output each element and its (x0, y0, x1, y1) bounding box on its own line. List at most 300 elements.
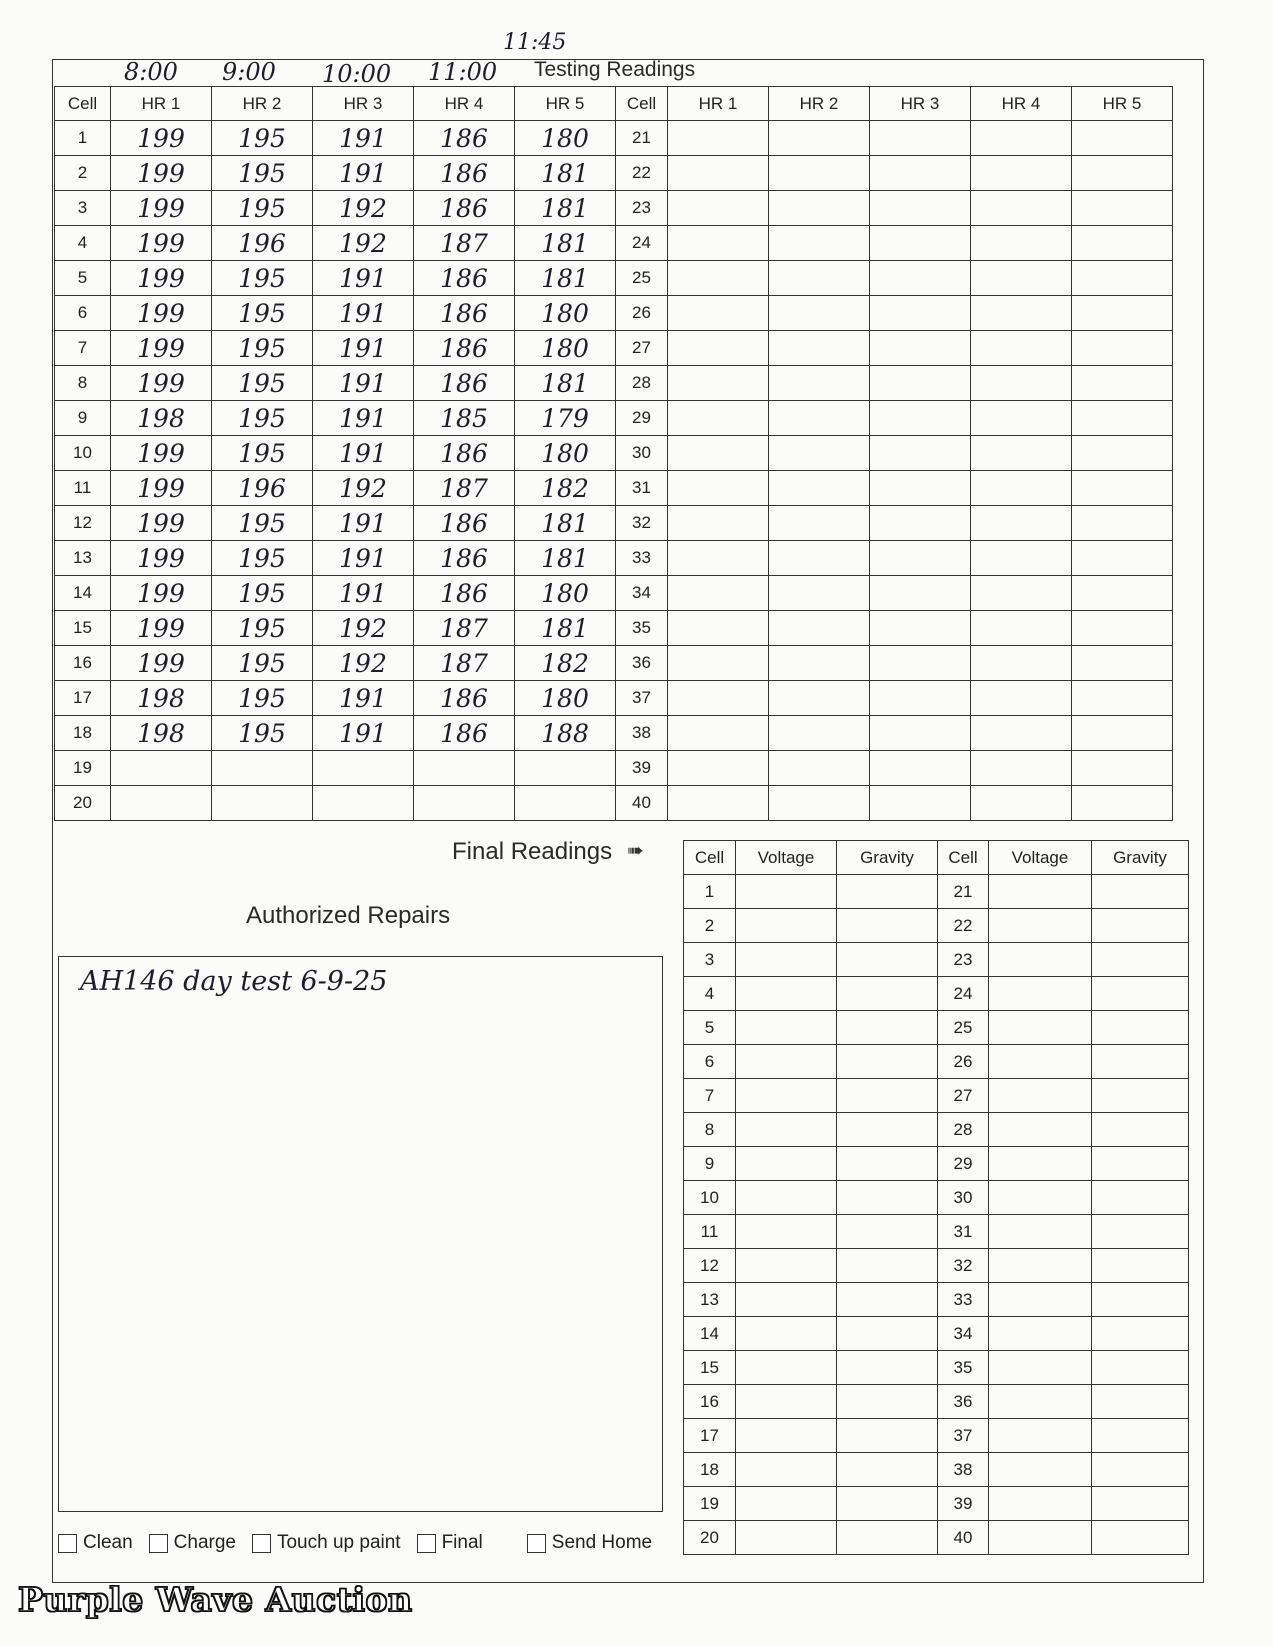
checkbox-clean[interactable] (58, 1532, 133, 1554)
reading-hr1-right[interactable] (668, 506, 769, 541)
reading-hr4[interactable]: 186 (414, 156, 515, 191)
reading-hr1[interactable]: 199 (111, 541, 212, 576)
final-voltage[interactable] (736, 1487, 837, 1521)
reading-hr3[interactable]: 192 (313, 226, 414, 261)
reading-hr1[interactable]: 199 (111, 436, 212, 471)
reading-hr2-right[interactable] (769, 471, 870, 506)
final-voltage-right[interactable] (989, 1521, 1092, 1555)
final-voltage[interactable] (736, 977, 837, 1011)
final-gravity[interactable] (837, 1385, 938, 1419)
final-voltage-right[interactable] (989, 1317, 1092, 1351)
reading-hr1-right[interactable] (668, 296, 769, 331)
reading-hr2-right[interactable] (769, 576, 870, 611)
reading-hr1-right[interactable] (668, 751, 769, 786)
final-voltage[interactable] (736, 909, 837, 943)
reading-hr3-right[interactable] (870, 191, 971, 226)
final-voltage-right[interactable] (989, 1079, 1092, 1113)
reading-hr3-right[interactable] (870, 331, 971, 366)
reading-hr2-right[interactable] (769, 506, 870, 541)
table-row (55, 366, 1173, 401)
reading-hr3-right[interactable] (870, 541, 971, 576)
reading-hr3[interactable] (313, 751, 414, 786)
final-gravity[interactable] (837, 1045, 938, 1079)
final-voltage-right[interactable] (989, 1011, 1092, 1045)
final-gravity[interactable] (837, 1283, 938, 1317)
reading-hr5-right[interactable] (1072, 681, 1173, 716)
final-gravity[interactable] (837, 909, 938, 943)
reading-hr3-right[interactable] (870, 681, 971, 716)
reading-hr5[interactable]: 188 (515, 716, 616, 751)
final-gravity-right[interactable] (1092, 1045, 1189, 1079)
reading-hr1[interactable]: 199 (111, 121, 212, 156)
reading-hr2[interactable]: 195 (212, 296, 313, 331)
reading-hr4-right[interactable] (971, 366, 1072, 401)
reading-hr1-right[interactable] (668, 261, 769, 296)
reading-hr5-right[interactable] (1072, 366, 1173, 401)
reading-hr4[interactable]: 186 (414, 576, 515, 611)
final-voltage[interactable] (736, 1147, 837, 1181)
final-voltage[interactable] (736, 1283, 837, 1317)
final-gravity-right[interactable] (1092, 1521, 1189, 1555)
final-gravity[interactable] (837, 977, 938, 1011)
table-row (55, 401, 1173, 436)
reading-hr1-right[interactable] (668, 471, 769, 506)
reading-hr4[interactable] (414, 786, 515, 821)
reading-hr2[interactable]: 196 (212, 226, 313, 261)
reading-hr4-right[interactable] (971, 121, 1072, 156)
reading-hr1-right[interactable] (668, 646, 769, 681)
reading-hr1-right[interactable] (668, 681, 769, 716)
reading-hr1[interactable]: 199 (111, 611, 212, 646)
reading-hr3-right[interactable] (870, 156, 971, 191)
reading-hr2[interactable]: 195 (212, 436, 313, 471)
final-voltage[interactable] (736, 1419, 837, 1453)
reading-hr4[interactable]: 186 (414, 541, 515, 576)
reading-hr2[interactable]: 195 (212, 716, 313, 751)
reading-hr5-right[interactable] (1072, 436, 1173, 471)
reading-hr3-right[interactable] (870, 611, 971, 646)
reading-hr3[interactable] (313, 786, 414, 821)
reading-hr3[interactable]: 191 (313, 716, 414, 751)
final-voltage-right[interactable] (989, 1283, 1092, 1317)
reading-hr2[interactable]: 195 (212, 331, 313, 366)
final-gravity-right[interactable] (1092, 1011, 1189, 1045)
reading-hr2-right[interactable] (769, 261, 870, 296)
final-gravity-right[interactable] (1092, 1453, 1189, 1487)
reading-hr1[interactable]: 198 (111, 716, 212, 751)
final-voltage[interactable] (736, 943, 837, 977)
reading-hr2[interactable]: 195 (212, 156, 313, 191)
reading-hr5[interactable]: 181 (515, 366, 616, 401)
reading-hr2[interactable]: 195 (212, 541, 313, 576)
final-gravity-right[interactable] (1092, 909, 1189, 943)
reading-hr1[interactable]: 199 (111, 646, 212, 681)
reading-hr2[interactable]: 195 (212, 401, 313, 436)
reading-hr2[interactable]: 195 (212, 681, 313, 716)
reading-hr5-right[interactable] (1072, 576, 1173, 611)
reading-hr5[interactable]: 182 (515, 471, 616, 506)
reading-hr2-right[interactable] (769, 611, 870, 646)
reading-hr3[interactable]: 191 (313, 366, 414, 401)
reading-hr1-right[interactable] (668, 541, 769, 576)
final-voltage[interactable] (736, 1249, 837, 1283)
final-voltage-right[interactable] (989, 1045, 1092, 1079)
checkbox-final[interactable] (417, 1532, 483, 1554)
final-voltage-right[interactable] (989, 943, 1092, 977)
final-voltage-right[interactable] (989, 1181, 1092, 1215)
reading-hr5-right[interactable] (1072, 261, 1173, 296)
reading-hr3-right[interactable] (870, 716, 971, 751)
final-gravity[interactable] (837, 1487, 938, 1521)
reading-hr5-right[interactable] (1072, 156, 1173, 191)
reading-hr5[interactable]: 179 (515, 401, 616, 436)
final-voltage[interactable] (736, 1453, 837, 1487)
reading-hr5-right[interactable] (1072, 121, 1173, 156)
final-gravity[interactable] (837, 1521, 938, 1555)
reading-hr2-right[interactable] (769, 751, 870, 786)
reading-hr1-right[interactable] (668, 331, 769, 366)
reading-hr3[interactable]: 191 (313, 436, 414, 471)
reading-hr2[interactable]: 195 (212, 121, 313, 156)
reading-hr3-right[interactable] (870, 226, 971, 261)
reading-hr3[interactable]: 192 (313, 611, 414, 646)
final-voltage[interactable] (736, 1113, 837, 1147)
reading-hr5[interactable]: 182 (515, 646, 616, 681)
final-voltage-right[interactable] (989, 1215, 1092, 1249)
reading-hr5-right[interactable] (1072, 226, 1173, 261)
reading-hr3-right[interactable] (870, 121, 971, 156)
reading-hr2[interactable]: 195 (212, 611, 313, 646)
final-gravity[interactable] (837, 1419, 938, 1453)
reading-hr4[interactable]: 186 (414, 716, 515, 751)
reading-hr3[interactable]: 192 (313, 471, 414, 506)
reading-hr3[interactable]: 191 (313, 331, 414, 366)
reading-hr4[interactable]: 187 (414, 471, 515, 506)
reading-hr3-right[interactable] (870, 751, 971, 786)
reading-hr4-right[interactable] (971, 646, 1072, 681)
reading-hr5[interactable]: 181 (515, 611, 616, 646)
reading-hr3-right[interactable] (870, 401, 971, 436)
final-gravity-right[interactable] (1092, 1283, 1189, 1317)
reading-hr5[interactable]: 180 (515, 436, 616, 471)
final-voltage[interactable] (736, 1351, 837, 1385)
reading-hr4-right[interactable] (971, 331, 1072, 366)
final-gravity-right[interactable] (1092, 1249, 1189, 1283)
reading-hr5-right[interactable] (1072, 331, 1173, 366)
reading-hr1-right[interactable] (668, 226, 769, 261)
final-voltage[interactable] (736, 1045, 837, 1079)
reading-hr4-right[interactable] (971, 716, 1072, 751)
final-cell-number: 19 (684, 1487, 736, 1521)
reading-hr2-right[interactable] (769, 646, 870, 681)
final-voltage-right[interactable] (989, 1351, 1092, 1385)
final-gravity[interactable] (837, 1317, 938, 1351)
reading-hr1[interactable]: 199 (111, 506, 212, 541)
reading-hr4[interactable]: 186 (414, 681, 515, 716)
final-gravity-right[interactable] (1092, 1351, 1189, 1385)
reading-hr4-right[interactable] (971, 261, 1072, 296)
reading-hr4[interactable]: 185 (414, 401, 515, 436)
final-voltage-right[interactable] (989, 977, 1092, 1011)
final-voltage-right[interactable] (989, 1453, 1092, 1487)
reading-hr2-right[interactable] (769, 331, 870, 366)
final-gravity[interactable] (837, 1249, 938, 1283)
reading-hr3-right[interactable] (870, 576, 971, 611)
reading-hr1[interactable]: 199 (111, 191, 212, 226)
reading-hr1-right[interactable] (668, 716, 769, 751)
reading-hr5-right[interactable] (1072, 786, 1173, 821)
reading-hr5-right[interactable] (1072, 471, 1173, 506)
reading-hr1-right[interactable] (668, 366, 769, 401)
reading-hr2-right[interactable] (769, 296, 870, 331)
final-gravity[interactable] (837, 875, 938, 909)
reading-hr3[interactable]: 191 (313, 541, 414, 576)
final-voltage[interactable] (736, 875, 837, 909)
final-gravity-right[interactable] (1092, 943, 1189, 977)
reading-hr2[interactable] (212, 751, 313, 786)
final-gravity[interactable] (837, 1079, 938, 1113)
checkbox-charge[interactable] (149, 1532, 236, 1554)
reading-hr1[interactable]: 199 (111, 296, 212, 331)
final-voltage-right[interactable] (989, 1113, 1092, 1147)
reading-hr2-right[interactable] (769, 401, 870, 436)
reading-hr2-right[interactable] (769, 191, 870, 226)
reading-hr4-right[interactable] (971, 786, 1072, 821)
reading-hr5-right[interactable] (1072, 646, 1173, 681)
final-voltage[interactable] (736, 1215, 837, 1249)
reading-hr4-right[interactable] (971, 156, 1072, 191)
final-cell-number: 9 (684, 1147, 736, 1181)
reading-hr3[interactable]: 192 (313, 646, 414, 681)
checkbox-square-icon[interactable] (527, 1534, 546, 1553)
final-cell-number-right: 27 (938, 1079, 989, 1113)
reading-hr2-right[interactable] (769, 716, 870, 751)
reading-hr1[interactable]: 199 (111, 576, 212, 611)
reading-hr4-right[interactable] (971, 401, 1072, 436)
cell-number: 8 (55, 366, 111, 401)
reading-hr5[interactable] (515, 751, 616, 786)
reading-hr3[interactable]: 191 (313, 121, 414, 156)
reading-hr3-right[interactable] (870, 366, 971, 401)
reading-hr5-right[interactable] (1072, 191, 1173, 226)
reading-hr2[interactable]: 195 (212, 261, 313, 296)
reading-hr1[interactable]: 199 (111, 261, 212, 296)
checkbox-square-icon[interactable] (417, 1534, 436, 1553)
reading-hr3[interactable]: 191 (313, 506, 414, 541)
reading-hr4[interactable]: 186 (414, 506, 515, 541)
reading-hr1[interactable]: 199 (111, 226, 212, 261)
reading-hr1-right[interactable] (668, 611, 769, 646)
final-voltage[interactable] (736, 1011, 837, 1045)
reading-hr4-right[interactable] (971, 576, 1072, 611)
reading-hr2-right[interactable] (769, 226, 870, 261)
checkbox-square-icon[interactable] (58, 1534, 77, 1553)
reading-hr4[interactable]: 186 (414, 261, 515, 296)
reading-hr3-right[interactable] (870, 786, 971, 821)
reading-hr1-right[interactable] (668, 436, 769, 471)
reading-hr4[interactable]: 186 (414, 331, 515, 366)
reading-hr2[interactable]: 195 (212, 506, 313, 541)
reading-hr5[interactable]: 180 (515, 681, 616, 716)
final-gravity-right[interactable] (1092, 1385, 1189, 1419)
reading-hr1[interactable] (111, 751, 212, 786)
final-gravity-right[interactable] (1092, 1147, 1189, 1181)
final-gravity[interactable] (837, 1147, 938, 1181)
final-voltage[interactable] (736, 1521, 837, 1555)
reading-hr5-right[interactable] (1072, 751, 1173, 786)
reading-hr5[interactable] (515, 786, 616, 821)
reading-hr4[interactable]: 186 (414, 296, 515, 331)
reading-hr1[interactable] (111, 786, 212, 821)
reading-hr4-right[interactable] (971, 541, 1072, 576)
reading-hr3[interactable]: 191 (313, 296, 414, 331)
reading-hr4[interactable]: 187 (414, 646, 515, 681)
reading-hr4[interactable] (414, 751, 515, 786)
reading-hr4[interactable]: 186 (414, 191, 515, 226)
final-gravity[interactable] (837, 1453, 938, 1487)
reading-hr5[interactable]: 180 (515, 296, 616, 331)
reading-hr1[interactable]: 199 (111, 471, 212, 506)
reading-hr5[interactable]: 180 (515, 331, 616, 366)
final-gravity[interactable] (837, 1113, 938, 1147)
final-voltage[interactable] (736, 1317, 837, 1351)
reading-hr1-right[interactable] (668, 786, 769, 821)
reading-hr1-right[interactable] (668, 156, 769, 191)
reading-hr3[interactable]: 191 (313, 681, 414, 716)
reading-hr2-right[interactable] (769, 156, 870, 191)
reading-hr2[interactable]: 195 (212, 366, 313, 401)
reading-hr3-right[interactable] (870, 296, 971, 331)
reading-hr5-right[interactable] (1072, 541, 1173, 576)
final-voltage-right[interactable] (989, 909, 1092, 943)
final-gravity[interactable] (837, 1351, 938, 1385)
final-voltage-right[interactable] (989, 1147, 1092, 1181)
final-gravity-right[interactable] (1092, 1079, 1189, 1113)
reading-hr4-right[interactable] (971, 191, 1072, 226)
reading-hr4[interactable]: 186 (414, 366, 515, 401)
reading-hr5[interactable]: 181 (515, 261, 616, 296)
final-gravity[interactable] (837, 1011, 938, 1045)
reading-hr2-right[interactable] (769, 681, 870, 716)
checkbox-square-icon[interactable] (149, 1534, 168, 1553)
reading-hr5[interactable]: 181 (515, 226, 616, 261)
reading-hr2[interactable]: 195 (212, 191, 313, 226)
reading-hr4[interactable]: 186 (414, 121, 515, 156)
final-gravity-right[interactable] (1092, 1113, 1189, 1147)
reading-hr4-right[interactable] (971, 681, 1072, 716)
repairs-notes-box[interactable] (58, 956, 663, 1512)
reading-hr2[interactable]: 195 (212, 576, 313, 611)
final-gravity-right[interactable] (1092, 1181, 1189, 1215)
reading-hr4-right[interactable] (971, 296, 1072, 331)
reading-hr5-right[interactable] (1072, 611, 1173, 646)
checkbox-send-home[interactable] (527, 1532, 652, 1554)
reading-hr5-right[interactable] (1072, 401, 1173, 436)
reading-hr3-right[interactable] (870, 436, 971, 471)
reading-hr2-right[interactable] (769, 436, 870, 471)
final-gravity[interactable] (837, 1181, 938, 1215)
reading-hr5[interactable]: 180 (515, 121, 616, 156)
final-gravity-right[interactable] (1092, 1487, 1189, 1521)
reading-hr3[interactable]: 191 (313, 261, 414, 296)
reading-hr1-right[interactable] (668, 191, 769, 226)
final-voltage[interactable] (736, 1079, 837, 1113)
reading-hr5[interactable]: 181 (515, 506, 616, 541)
checkbox-square-icon[interactable] (252, 1534, 271, 1553)
reading-hr1[interactable]: 199 (111, 331, 212, 366)
final-gravity-right[interactable] (1092, 1317, 1189, 1351)
reading-hr4[interactable]: 186 (414, 436, 515, 471)
reading-hr4-right[interactable] (971, 436, 1072, 471)
reading-hr4-right[interactable] (971, 226, 1072, 261)
reading-hr1-right[interactable] (668, 576, 769, 611)
reading-hr2-right[interactable] (769, 541, 870, 576)
final-gravity[interactable] (837, 1215, 938, 1249)
reading-hr4-right[interactable] (971, 471, 1072, 506)
final-voltage-right[interactable] (989, 1385, 1092, 1419)
final-gravity[interactable] (837, 943, 938, 977)
final-gravity-right[interactable] (1092, 977, 1189, 1011)
final-voltage-right[interactable] (989, 1487, 1092, 1521)
reading-hr1-right[interactable] (668, 121, 769, 156)
reading-hr3-right[interactable] (870, 646, 971, 681)
final-col-gravity-right: Gravity (1092, 841, 1189, 875)
reading-hr5[interactable]: 180 (515, 576, 616, 611)
final-gravity-right[interactable] (1092, 1419, 1189, 1453)
reading-hr2-right[interactable] (769, 786, 870, 821)
reading-hr4-right[interactable] (971, 751, 1072, 786)
reading-hr2[interactable] (212, 786, 313, 821)
reading-hr3[interactable]: 191 (313, 156, 414, 191)
reading-hr1[interactable]: 198 (111, 681, 212, 716)
reading-hr4-right[interactable] (971, 611, 1072, 646)
final-gravity-right[interactable] (1092, 875, 1189, 909)
reading-hr5-right[interactable] (1072, 506, 1173, 541)
reading-hr1[interactable]: 198 (111, 401, 212, 436)
reading-hr5[interactable]: 181 (515, 191, 616, 226)
reading-hr1[interactable]: 199 (111, 366, 212, 401)
reading-hr4[interactable]: 187 (414, 611, 515, 646)
reading-hr2[interactable]: 195 (212, 646, 313, 681)
reading-hr3-right[interactable] (870, 261, 971, 296)
table-row (55, 296, 1173, 331)
final-gravity-right[interactable] (1092, 1215, 1189, 1249)
reading-hr2-right[interactable] (769, 366, 870, 401)
reading-hr1[interactable]: 199 (111, 156, 212, 191)
reading-hr5[interactable]: 181 (515, 156, 616, 191)
checkbox-touch-up-paint[interactable] (252, 1532, 401, 1554)
final-voltage-right[interactable] (989, 1249, 1092, 1283)
reading-hr3-right[interactable] (870, 471, 971, 506)
reading-hr3[interactable]: 191 (313, 576, 414, 611)
table-row (684, 1011, 1189, 1045)
final-voltage[interactable] (736, 1181, 837, 1215)
reading-hr1-right[interactable] (668, 401, 769, 436)
reading-hr5-right[interactable] (1072, 296, 1173, 331)
reading-hr3[interactable]: 191 (313, 401, 414, 436)
reading-hr5-right[interactable] (1072, 716, 1173, 751)
reading-hr2[interactable]: 196 (212, 471, 313, 506)
final-voltage-right[interactable] (989, 1419, 1092, 1453)
reading-hr4-right[interactable] (971, 506, 1072, 541)
final-voltage-right[interactable] (989, 875, 1092, 909)
final-voltage[interactable] (736, 1385, 837, 1419)
reading-hr3-right[interactable] (870, 506, 971, 541)
reading-hr2-right[interactable] (769, 121, 870, 156)
reading-hr5[interactable]: 181 (515, 541, 616, 576)
reading-hr3[interactable]: 192 (313, 191, 414, 226)
reading-hr4[interactable]: 187 (414, 226, 515, 261)
